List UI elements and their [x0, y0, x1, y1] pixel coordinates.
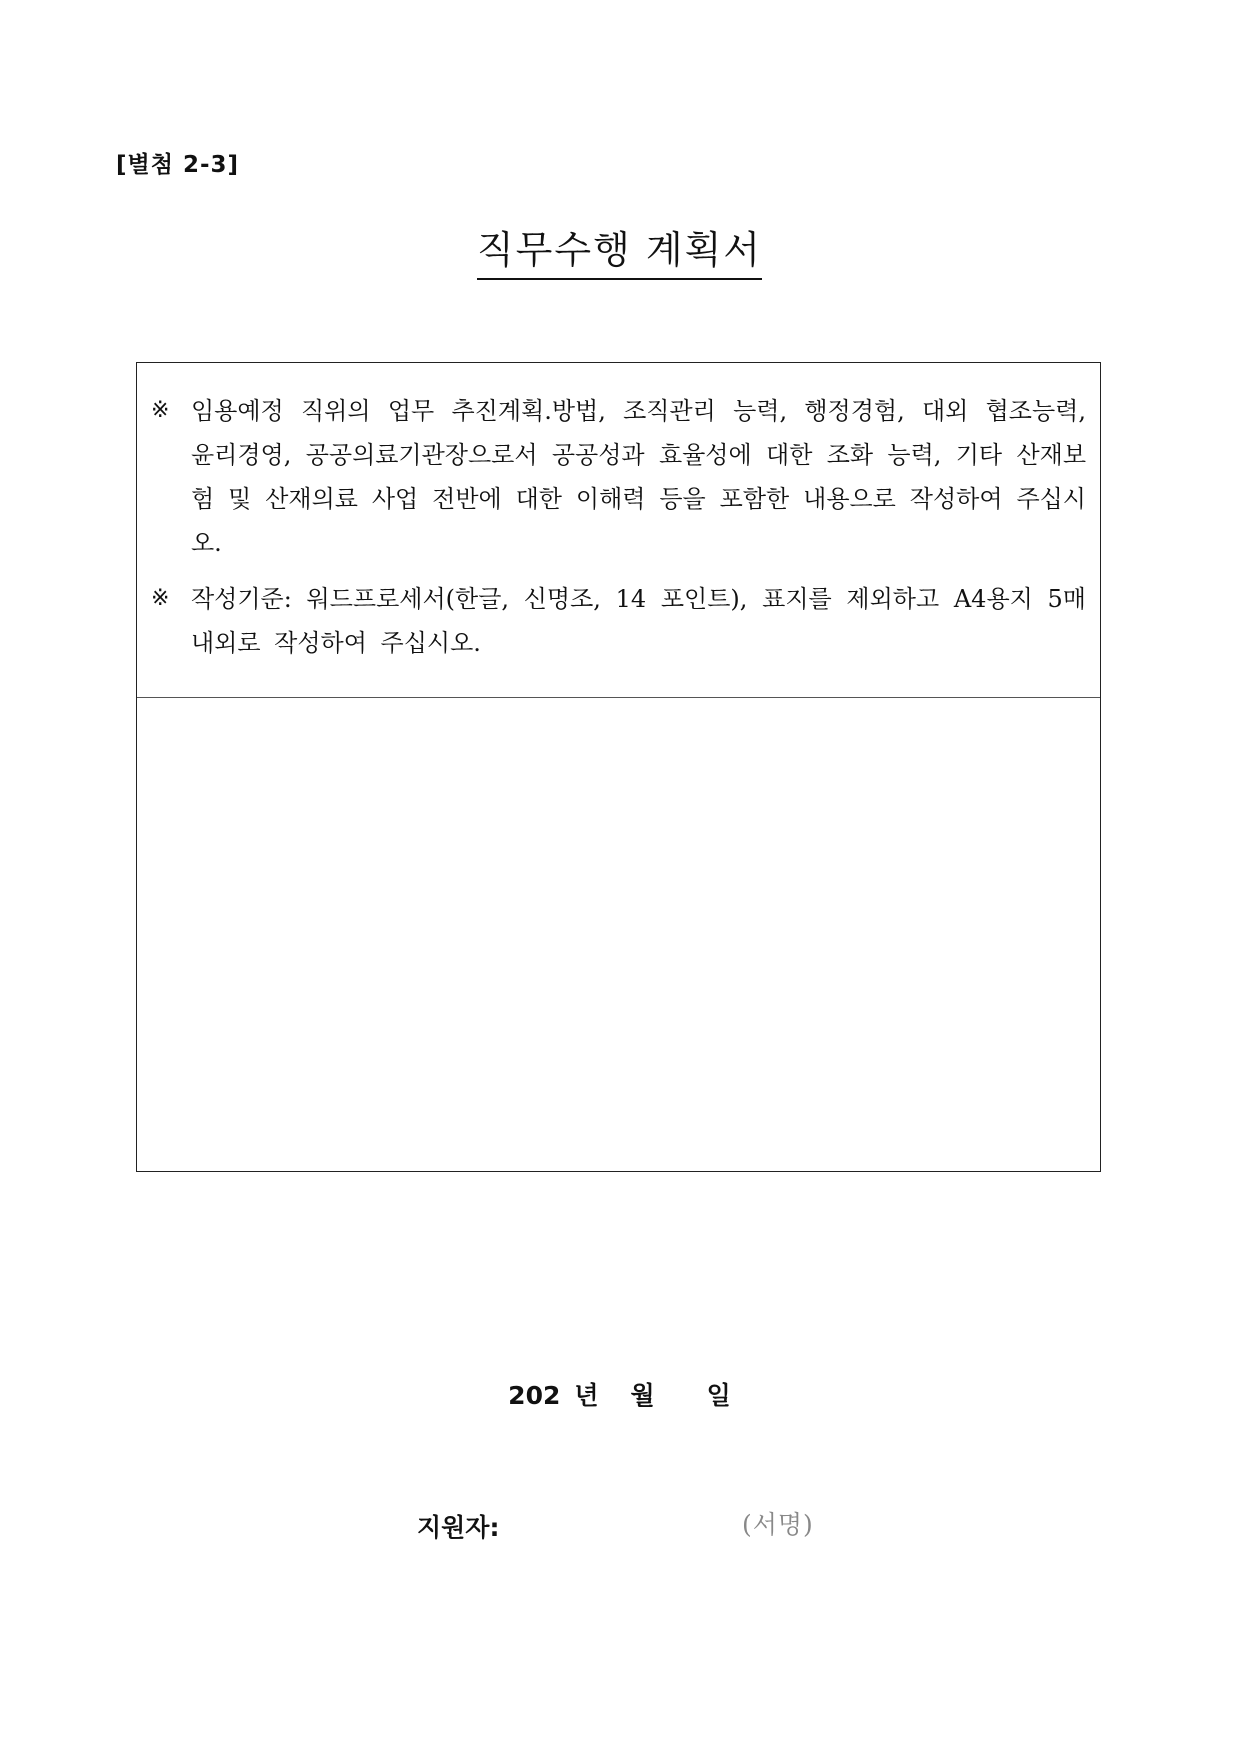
date-day-unit: 일 [706, 1381, 731, 1410]
instruction-text: 임용예정 직위의 업무 추진계획.방법, 조직관리 능력, 행정경험, 대외 협조능력, 윤리경영, 공공의료기관장으로서 공공성과 효율성에 대한 조화 능력, 기타 산재보험 및 산재의료 사업 전반에 대한 이해력 등을 포함한 내용으로 작성하여 주십시오. [191, 397, 1086, 557]
page-title-text: 직무수행 계획서 [477, 228, 762, 280]
plan-writing-area[interactable] [137, 698, 1100, 1168]
plan-form-table [136, 362, 1101, 1172]
page-title [0, 228, 1239, 280]
instruction-note [151, 577, 1086, 665]
signature-field[interactable]: (서명) [742, 1510, 814, 1539]
date-year-unit: 년 [574, 1381, 599, 1410]
date-line [0, 1376, 1239, 1412]
instructions-section [137, 363, 1100, 698]
applicant-label: 지원자: [417, 1513, 500, 1542]
date-month-unit: 월 [630, 1381, 655, 1410]
attachment-label: [별첨 2-3] [116, 152, 240, 178]
instruction-text: 작성기준: 워드프로세서(한글, 신명조, 14 포인트), 표지를 제외하고 A4용지 5매 내외로 작성하여 주십시오. [191, 585, 1086, 657]
reference-mark-icon: ※ [151, 586, 170, 611]
instruction-note [151, 389, 1086, 565]
date-year[interactable]: 202 [508, 1381, 561, 1410]
reference-mark-icon: ※ [151, 398, 170, 423]
